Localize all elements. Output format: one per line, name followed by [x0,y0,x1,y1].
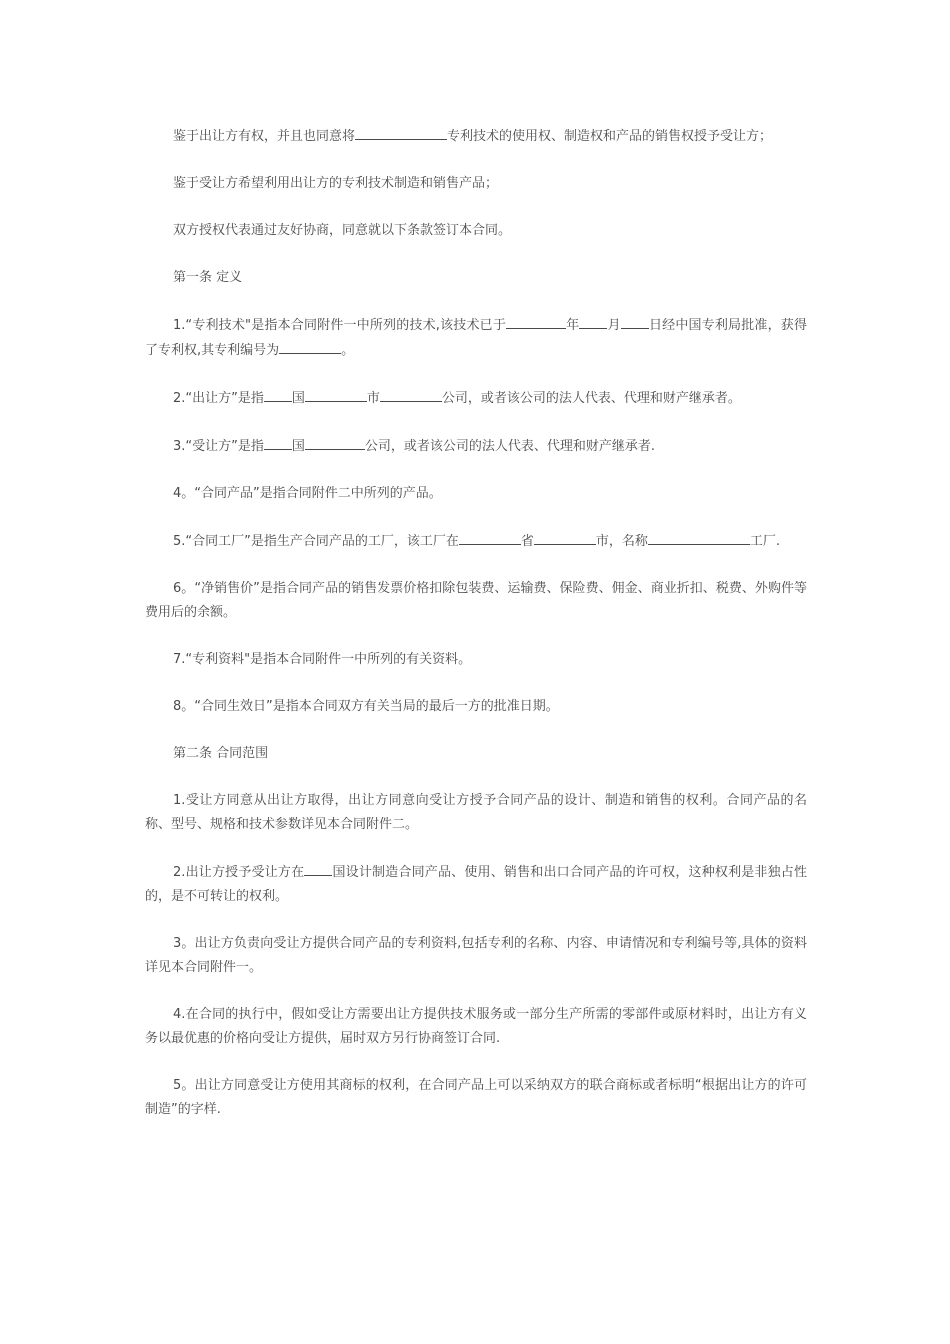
scope-3: 3。出让方负责向受让方提供合同产品的专利资料,包括专利的名称、内容、申请情况和专利编号等,具体的资料详见本合同附件一。 [145,936,807,975]
definition-3-text-a: 3.“受让方”是指 [173,439,264,454]
article-1-heading: 第一条 定义 [173,270,243,285]
definition-1-text-d: 日经中国专利局批准，获得了专利权,其专利编号为 [145,318,807,358]
definition-8: 8。“合同生效日”是指本合同双方有关当局的最后一方的批准日期。 [173,699,559,714]
blank-patent-number [279,338,341,354]
definition-2-text-c: 市 [366,391,380,406]
recital-1-text-a: 鉴于出让方有权，并且也同意将 [173,129,356,144]
scope-5: 5。出让方同意受让方使用其商标的权利，在合同产品上可以采纳双方的联合商标或者标明“根据出让方的许可制造”的字样. [145,1078,807,1117]
blank-factory-name [648,529,750,545]
definition-5 [145,529,807,554]
blank-licensor-company [380,386,442,402]
scope-2 [145,860,807,909]
definition-1-text-c: 月 [607,318,621,333]
definition-3 [145,434,807,459]
definition-1-text-a: 1.“专利技术"是指本合同附件一中所列的技术,该技术已于 [173,318,507,333]
definition-5-text-d: 工厂. [749,534,781,549]
scope-2-text-a: 2.出让方授予受让方在 [173,865,305,880]
definition-4: 4。“合同产品”是指合同附件二中所列的产品。 [173,486,442,501]
blank-licensor-city [305,386,367,402]
definition-3-text-b: 国 [291,439,305,454]
definition-2-text-b: 国 [291,391,305,406]
blank-year [506,313,566,329]
scope-1: 1.受让方同意从出让方取得，出让方同意向受让方授予合同产品的设计、制造和销售的权利。合同产品的名称、型号、规格和技术参数详见本合同附件二。 [145,793,807,832]
contract-body [145,124,807,1145]
article-2-heading: 第二条 合同范围 [173,746,269,761]
blank-patent-name [355,124,447,140]
recital-2: 鉴于受让方希望利用出让方的专利技术制造和销售产品； [173,176,499,191]
blank-licensor-country [264,386,292,402]
definition-2 [145,386,807,411]
definition-2-text-d: 公司，或者该公司的法人代表、代理和财产继承者。 [441,391,741,406]
recital-1-text-b: 专利技术的使用权、制造权和产品的销售权授予受让方； [447,129,773,144]
recital-1 [145,124,807,149]
scope-4: 4.在合同的执行中，假如受让方需要出让方提供技术服务或一部分生产所需的零部件或原材料时，出让方有义务以最优惠的价格向受让方提供，届时双方另行协商签订合同. [145,1007,807,1046]
blank-province [459,529,521,545]
blank-territory-country [304,860,332,876]
definition-5-text-a: 5.“合同工厂”是指生产合同产品的工厂，该工厂在 [173,534,459,549]
blank-licensee-company [305,434,365,450]
definition-1-text-e: 。 [341,343,355,358]
definition-1 [145,313,807,363]
recital-3: 双方授权代表通过友好协商，同意就以下条款签订本合同。 [173,223,512,238]
blank-licensee-country [264,434,292,450]
definition-6: 6。“净销售价”是指合同产品的销售发票价格扣除包装费、运输费、保险费、佣金、商业折扣、税费、外购件等费用后的余额。 [145,581,807,620]
blank-day [621,313,649,329]
definition-1-text-b: 年 [566,318,580,333]
scope-2-text-b: 国设计制造合同产品、使用、销售和出口合同产品的许可权，这种权利是非独占性的，是不可转让的权利。 [145,865,807,904]
blank-month [579,313,607,329]
definition-2-text-a: 2.“出让方”是指 [173,391,264,406]
blank-factory-city [534,529,596,545]
definition-7: 7.“专利资料"是指本合同附件一中所列的有关资料。 [173,652,472,667]
definition-3-text-c: 公司，或者该公司的法人代表、代理和财产继承者. [364,439,656,454]
definition-5-text-c: 市，名称 [595,534,648,549]
definition-5-text-b: 省 [520,534,534,549]
